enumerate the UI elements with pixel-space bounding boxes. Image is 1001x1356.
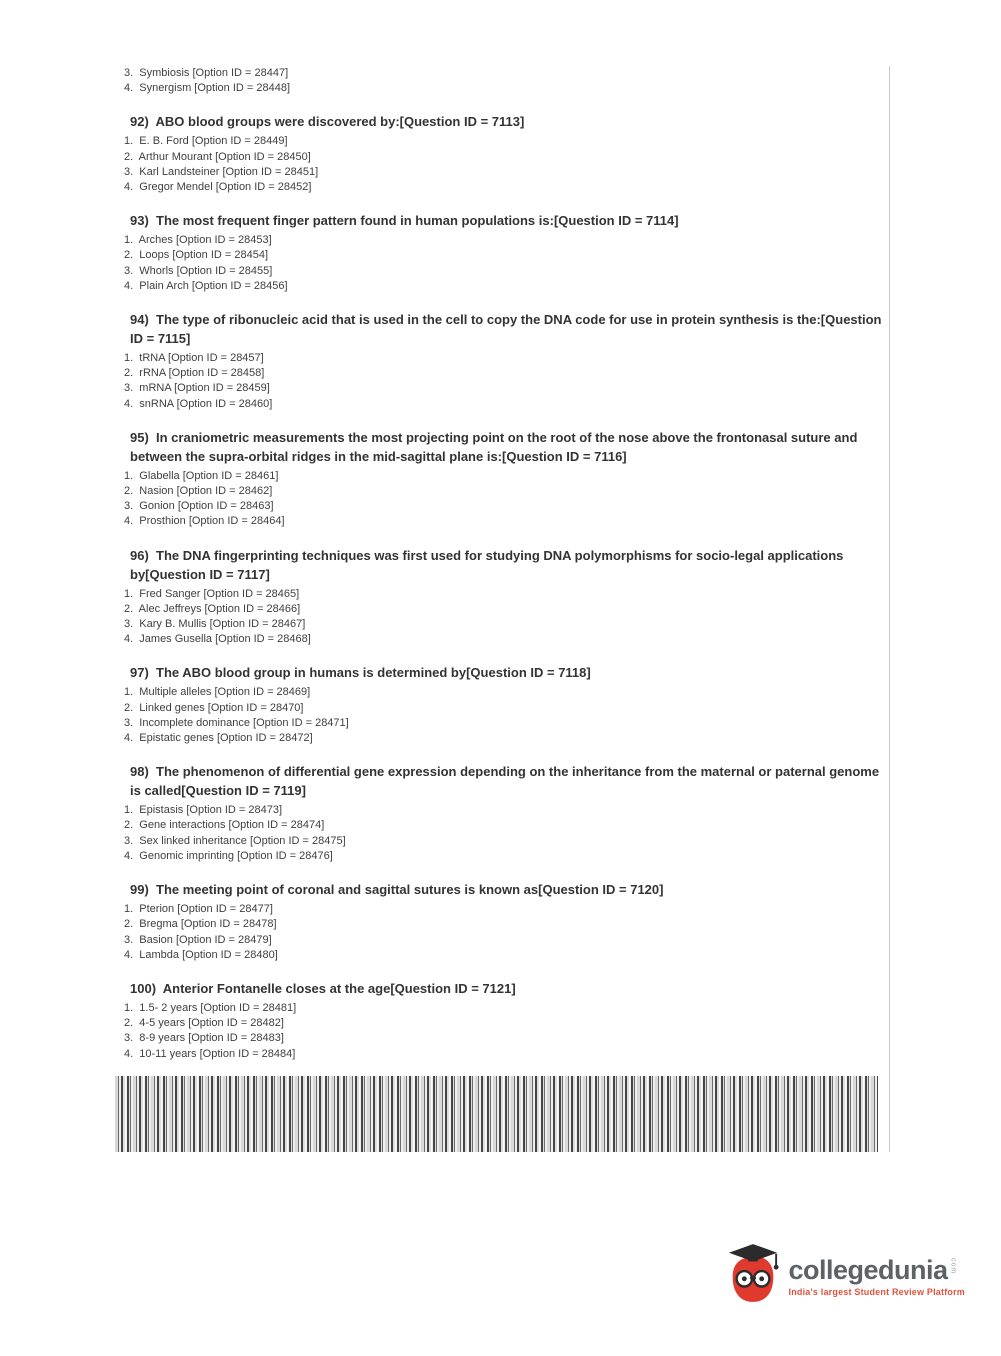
option-line: 4. snRNA [Option ID = 28460] [124, 397, 273, 410]
option-line: 1. Epistasis [Option ID = 28473] [124, 804, 283, 817]
option-line: 1. tRNA [Option ID = 28457] [124, 352, 264, 365]
question-block [124, 428, 889, 530]
option-line: 3. Sex linked inheritance [Option ID = 28475] [124, 834, 346, 847]
option-line: 1. Fred Sanger [Option ID = 28465] [124, 587, 300, 600]
option-line: 3. mRNA [Option ID = 28459] [124, 382, 270, 395]
brand-tagline: India's largest Student Review Platform [788, 1286, 965, 1297]
option-line: 4. 10-11 years [Option ID = 28484] [124, 1047, 296, 1060]
option-line: 1. E. B. Ford [Option ID = 28449] [124, 135, 288, 148]
question-block [124, 762, 889, 864]
question-block [124, 979, 889, 1062]
option-line: 1. Glabella [Option ID = 28461] [124, 469, 279, 482]
question-paper-content [0, 66, 890, 1152]
option-line: 1. 1.5- 2 years [Option ID = 28481] [124, 1001, 297, 1014]
option-line: 3. Basion [Option ID = 28479] [124, 933, 272, 946]
question-block [124, 663, 889, 746]
collegedunia-mascot-icon [726, 1242, 780, 1309]
option-line: 1. Arches [Option ID = 28453] [124, 234, 272, 247]
question-title: 92) ABO blood groups were discovered by:[Question ID = 7113] [130, 114, 525, 130]
option-line: 3. Symbiosis [Option ID = 28447] [124, 67, 289, 79]
option-line: 1. Pterion [Option ID = 28477] [124, 903, 273, 916]
option-line: 4. Prosthion [Option ID = 28464] [124, 515, 285, 528]
collegedunia-logo [726, 1242, 965, 1309]
option-line: 3. Whorls [Option ID = 28455] [124, 264, 273, 277]
option-line: 3. Gonion [Option ID = 28463] [124, 500, 274, 513]
question-title: 98) The phenomenon of differential gene expression depending on the inheritance from the maternal or paternal genome is called[Question ID = 7119] [130, 764, 883, 799]
option-line: 4. James Gusella [Option ID = 28468] [124, 633, 311, 646]
option-line: 2. Linked genes [Option ID = 28470] [124, 701, 304, 714]
option-line: 2. Alec Jeffreys [Option ID = 28466] [124, 602, 301, 615]
option-line: 4. Epistatic genes [Option ID = 28472] [124, 732, 313, 745]
question-title: 100) Anterior Fontanelle closes at the age[Question ID = 7121] [130, 980, 516, 996]
option-line: 4. Gregor Mendel [Option ID = 28452] [124, 181, 312, 194]
option-line: 2. Bregma [Option ID = 28478] [124, 918, 277, 931]
option-line: 3. Karl Landsteiner [Option ID = 28451] [124, 165, 319, 178]
question-block [124, 546, 889, 648]
option-line: 4. Synergism [Option ID = 28448] [124, 82, 291, 95]
question-block [124, 112, 889, 195]
option-line: 3. Incomplete dominance [Option ID = 28471] [124, 716, 349, 729]
leading-options [124, 66, 889, 96]
option-line: 2. Nasion [Option ID = 28462] [124, 485, 273, 498]
option-line: 1. Multiple alleles [Option ID = 28469] [124, 686, 311, 699]
scan-barcode-artifact [115, 1076, 878, 1152]
question-title: 96) The DNA fingerprinting techniques was first used for studying DNA polymorphisms for socio-legal applications by[Question ID = 7117] [130, 547, 848, 582]
question-title: 99) The meeting point of coronal and sagittal sutures is known as[Question ID = 7120] [130, 882, 664, 898]
question-title: 93) The most frequent finger pattern found in human populations is:[Question ID = 7114] [130, 213, 679, 229]
option-line: 4. Plain Arch [Option ID = 28456] [124, 279, 288, 292]
option-line: 3. 8-9 years [Option ID = 28483] [124, 1032, 284, 1045]
option-line: 4. Genomic imprinting [Option ID = 28476] [124, 849, 333, 862]
brand-name: collegedunia [788, 1254, 948, 1285]
brand-domain-suffix: com [949, 1257, 957, 1274]
question-title: 94) The type of ribonucleic acid that is used in the cell to copy the DNA code for use in protein synthesis is the:[Question ID = 7115] [130, 312, 886, 347]
question-title: 97) The ABO blood group in humans is determined by[Question ID = 7118] [130, 665, 591, 681]
option-line: 2. 4-5 years [Option ID = 28482] [124, 1017, 284, 1030]
question-title: 95) In craniometric measurements the most projecting point on the root of the nose above the frontonasal suture and between the supra-orbital ridges in the mid-sagittal plane is:[Question ID = 7116] [130, 429, 862, 464]
option-line: 3. Kary B. Mullis [Option ID = 28467] [124, 618, 306, 631]
option-line: 2. Gene interactions [Option ID = 28474] [124, 819, 325, 832]
question-block [124, 310, 889, 412]
option-line: 4. Lambda [Option ID = 28480] [124, 948, 278, 961]
question-block [124, 211, 889, 294]
option-line: 2. rRNA [Option ID = 28458] [124, 367, 265, 380]
option-line: 2. Arthur Mourant [Option ID = 28450] [124, 150, 311, 163]
question-block [124, 880, 889, 963]
option-line: 2. Loops [Option ID = 28454] [124, 249, 269, 262]
